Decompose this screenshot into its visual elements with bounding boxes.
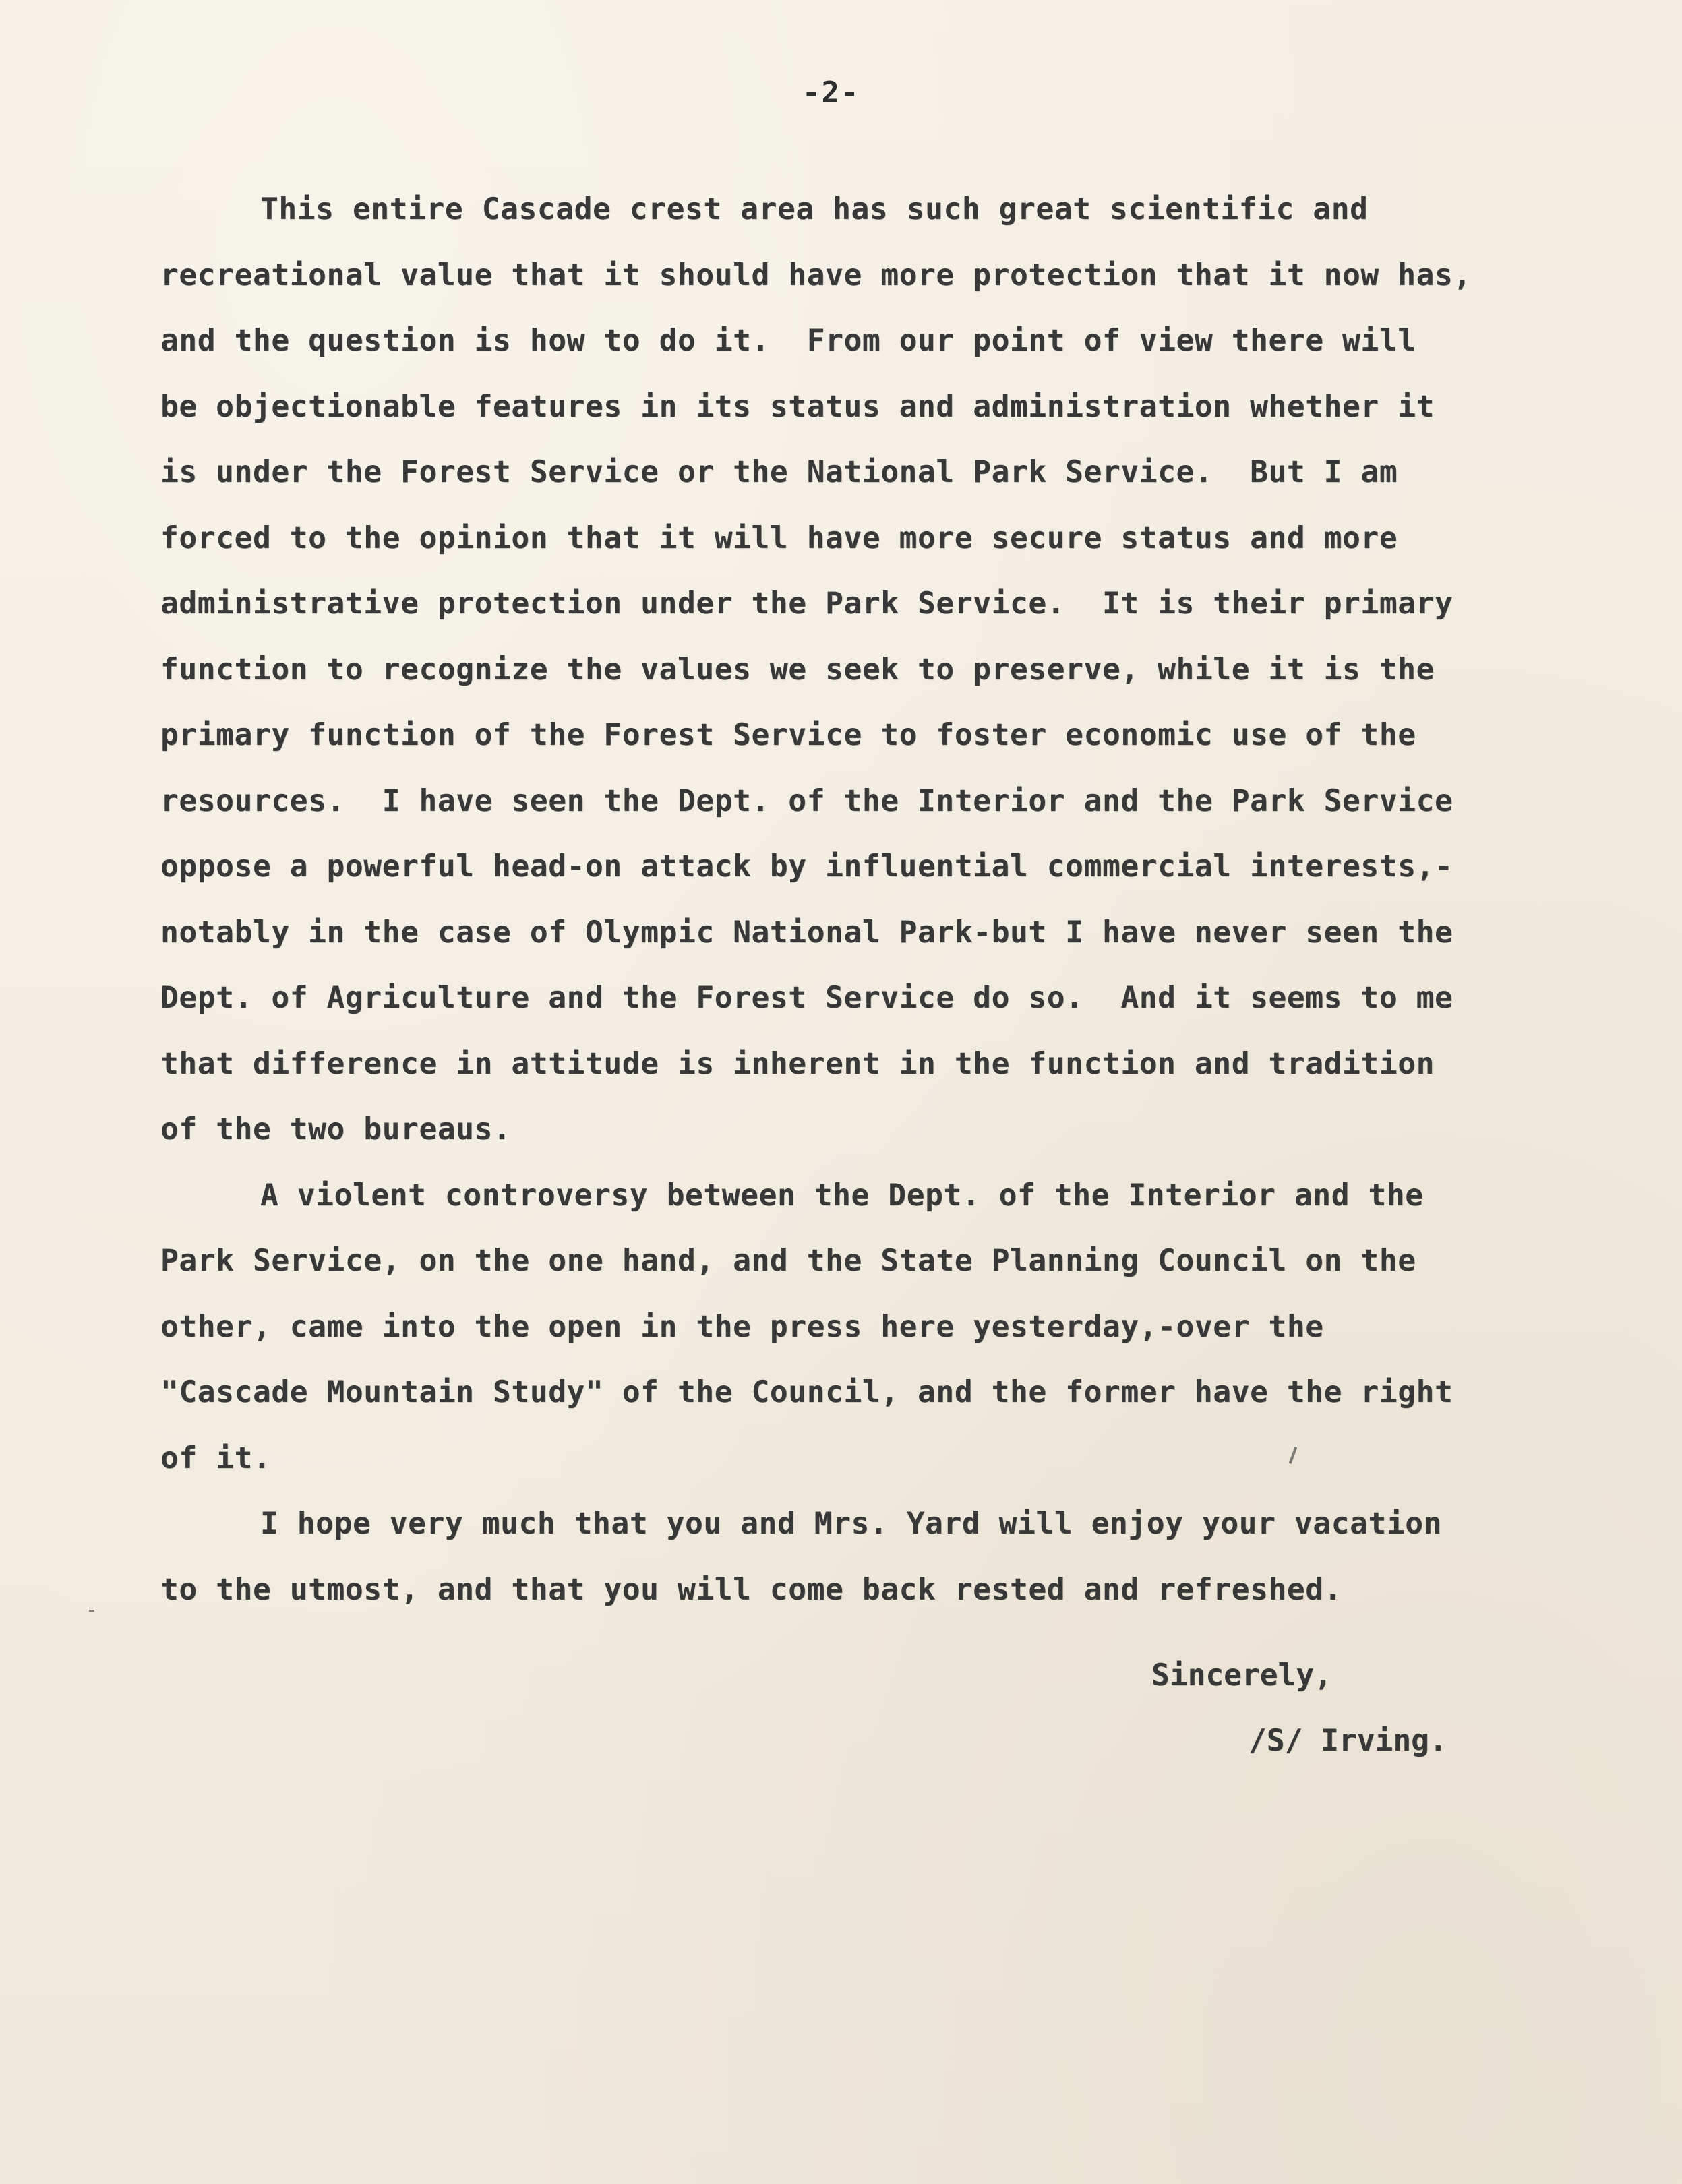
text-line: is under the Forest Service or the National Park Service. But I am bbox=[160, 455, 1398, 489]
text-line: other, came into the open in the press here yesterday,-over the bbox=[160, 1309, 1324, 1344]
text-line: oppose a powerful head-on attack by influential commercial interests,- bbox=[160, 849, 1453, 884]
text-line: A violent controversy between the Dept. of the Interior and the bbox=[260, 1178, 1424, 1213]
text-line: of it. bbox=[160, 1440, 272, 1476]
text-line: that difference in attitude is inherent in the function and tradition bbox=[160, 1046, 1435, 1081]
text-line: forced to the opinion that it will have more secure status and more bbox=[160, 520, 1398, 555]
text-line: to the utmost, and that you will come back rested and refreshed. bbox=[160, 1572, 1343, 1607]
text-line: This entire Cascade crest area has such great scientific and bbox=[260, 192, 1369, 226]
text-line: Dept. of Agriculture and the Forest Service do so. And it seems to me bbox=[160, 981, 1453, 1015]
text-line: function to recognize the values we seek to preserve, while it is the bbox=[160, 652, 1435, 687]
text-line: and the question is how to do it. From our point of view there will bbox=[160, 324, 1416, 358]
letter-body bbox=[160, 177, 1617, 1622]
text-line: "Cascade Mountain Study" of the Council, and the former have the right bbox=[160, 1375, 1453, 1409]
text-line: primary function of the Forest Service to foster economic use of the bbox=[160, 718, 1416, 752]
text-line: I hope very much that you and Mrs. Yard will enjoy your vacation bbox=[260, 1507, 1443, 1541]
text-line: resources. I have seen the Dept. of the Interior and the Park Service bbox=[160, 783, 1453, 818]
stray-dot-mark bbox=[89, 1610, 94, 1612]
closing-salutation: Sincerely, bbox=[1151, 1658, 1332, 1693]
text-line: notably in the case of Olympic National Park-but I have never seen the bbox=[160, 915, 1453, 950]
text-line: Park Service, on the one hand, and the State Planning Council on the bbox=[160, 1244, 1416, 1278]
text-line: be objectionable features in its status and administration whether it bbox=[160, 389, 1435, 424]
page-number: -2- bbox=[802, 75, 860, 110]
text-line: of the two bureaus. bbox=[160, 1112, 512, 1147]
text-line: recreational value that it should have more protection that it now has, bbox=[160, 257, 1472, 293]
text-line: administrative protection under the Park Service. It is their primary bbox=[160, 586, 1453, 621]
signature: /S/ Irving. bbox=[1249, 1724, 1447, 1758]
